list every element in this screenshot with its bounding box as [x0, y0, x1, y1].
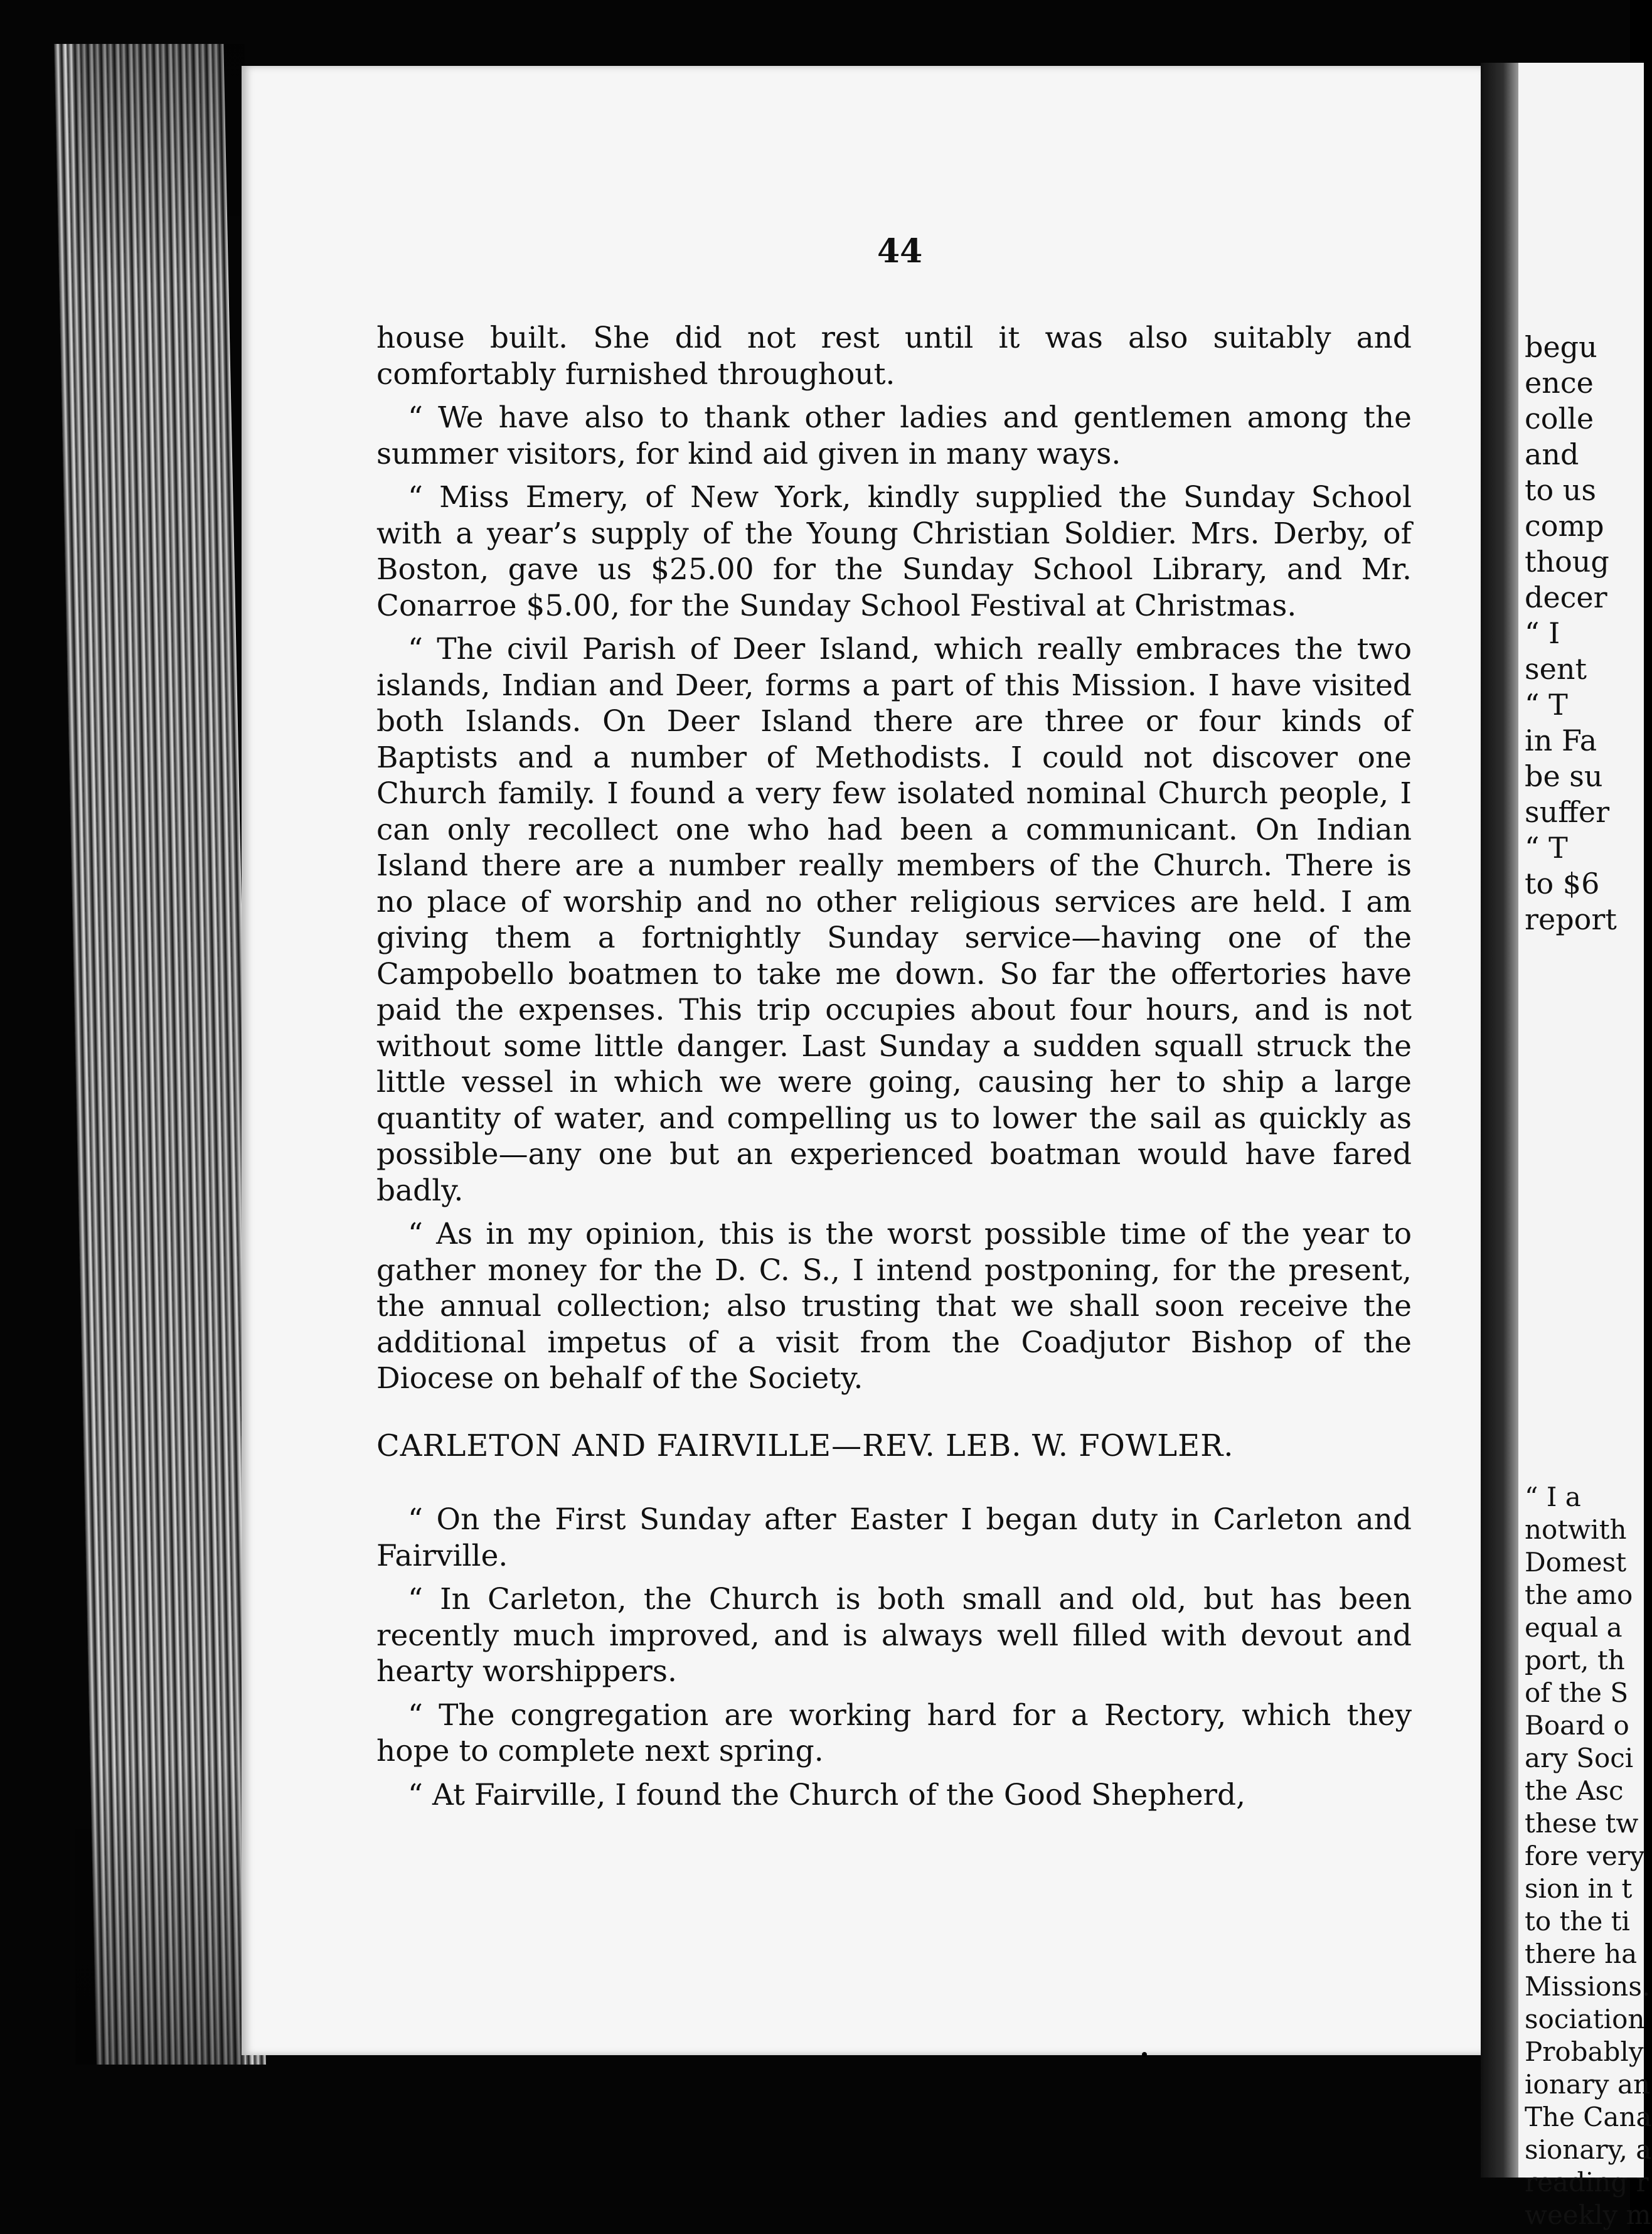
facing-line: ary Soci	[1525, 1743, 1634, 1773]
facing-line: to $6	[1525, 867, 1600, 901]
facing-line: the amo	[1525, 1579, 1633, 1610]
paragraph: “ At Fairville, I found the Church of the Good Shepherd,	[408, 1777, 1246, 1812]
facing-line: notwith	[1525, 1514, 1627, 1545]
section-heading: CARLETON AND FAIRVILLE—REV. LEB. W. FOWLER.	[376, 1428, 1234, 1463]
page-number: 44	[877, 232, 923, 270]
facing-line: fore very	[1525, 1841, 1645, 1871]
facing-line: ence	[1525, 366, 1594, 400]
paragraph: house built. She did not rest until it was also suitably and comfortably furnished throughout.	[376, 321, 1412, 392]
facing-line: begu	[1525, 330, 1597, 364]
facing-line: colle	[1525, 402, 1594, 436]
facing-line: sociation	[1525, 2004, 1645, 2034]
facing-line: be su	[1525, 759, 1603, 793]
page-body	[376, 320, 1412, 1820]
facing-line: the Asc	[1525, 1775, 1624, 1806]
facing-line: to the ti	[1525, 1906, 1630, 1937]
facing-line: “ T	[1525, 831, 1568, 865]
paragraph: “ Miss Emery, of New York, kindly supplied the Sunday School with a year’s supply of the Young Christian Soldier. Mrs. Derby, of Boston, gave us $25.00 for the Sunday School Library, and Mr. Conarroe $5.00, for the Sunday School Festival at Christmas.	[376, 480, 1412, 623]
facing-line: Probably	[1525, 2036, 1644, 2067]
facing-line: Domest	[1525, 1547, 1627, 1578]
facing-line: there ha	[1525, 1938, 1638, 1969]
paragraph: “ We have also to thank other ladies and gentlemen among the summer visitors, for kind aid given in many ways.	[376, 400, 1412, 471]
facing-page-text-top	[1525, 329, 1631, 938]
facing-line: weekly m	[1525, 2199, 1651, 2230]
facing-line: suffer	[1525, 795, 1610, 829]
facing-line: “ I	[1525, 616, 1560, 650]
paragraph: “ The civil Parish of Deer Island, which really embraces the two islands, Indian and Deer, forms a part of this Mission. I have visited both Islands. On Deer Island there are three or four kinds of Baptists and a number of Methodists. I could not discover one Church family. I found a very few isolated nominal Church people, I can only recollect one who had been a communicant. On Indian Island there are a number really members of the Church. There is no place of worship and no other religious services are held. I am giving them a fortnightly Sunday service—having one of the Campobello boatmen to take me down. So far the offertories have paid the expenses. This trip occupies about four hours, and is not without some little danger. Last Sunday a sudden squall struck the little vessel in which we were going, causing her to ship a large quantity of water, and compelling us to lower the sail as quickly as possible—any one but an experienced boatman would have fared badly.	[376, 632, 1412, 1208]
facing-line: in Fa	[1525, 724, 1597, 757]
facing-line: The Cana	[1525, 2102, 1652, 2132]
paragraph: “ In Carleton, the Church is both small and old, but has been recently much improved, and is always well filled with devout and hearty worshippers.	[376, 1582, 1412, 1689]
facing-line: report	[1525, 902, 1617, 936]
facing-line: sent	[1525, 652, 1587, 686]
facing-line: comp	[1525, 509, 1604, 543]
facing-line: Missions.	[1525, 1971, 1651, 2002]
facing-line: reading r	[1525, 2167, 1649, 2198]
facing-line: “ I a	[1525, 1482, 1581, 1512]
book-gutter	[1481, 63, 1518, 2178]
page-edges-shadow	[75, 44, 245, 2065]
facing-line: these tw	[1525, 1808, 1639, 1839]
facing-line: and	[1525, 437, 1579, 471]
facing-line: ionary an	[1525, 2069, 1651, 2100]
facing-line: equal a	[1525, 1612, 1623, 1643]
facing-line: thoug	[1525, 545, 1609, 579]
facing-page-text-bottom	[1525, 1481, 1652, 2231]
paragraph: “ As in my opinion, this is the worst possible time of the year to gather money for the D. C. S., I intend postponing, for the present, the annual collection; also trusting that we shall soon receive the additional impetus of a visit from the Coadjutor Bishop of the Diocese on behalf of the Society.	[376, 1217, 1412, 1396]
facing-line: Board o	[1525, 1710, 1629, 1741]
paragraph: “ On the First Sunday after Easter I began duty in Carleton and Fairville.	[376, 1502, 1412, 1573]
facing-line: of the S	[1525, 1677, 1629, 1708]
facing-line: decer	[1525, 580, 1607, 614]
paragraph: “ The congregation are working hard for a Rectory, which they hope to complete next spring.	[376, 1697, 1412, 1768]
scan-speck	[1142, 2052, 1147, 2057]
facing-line: to us	[1525, 473, 1597, 507]
facing-line: sion in t	[1525, 1873, 1633, 1904]
facing-line: port, th	[1525, 1645, 1625, 1676]
facing-line: sionary, a	[1525, 2134, 1652, 2165]
facing-line: “ T	[1525, 688, 1568, 722]
